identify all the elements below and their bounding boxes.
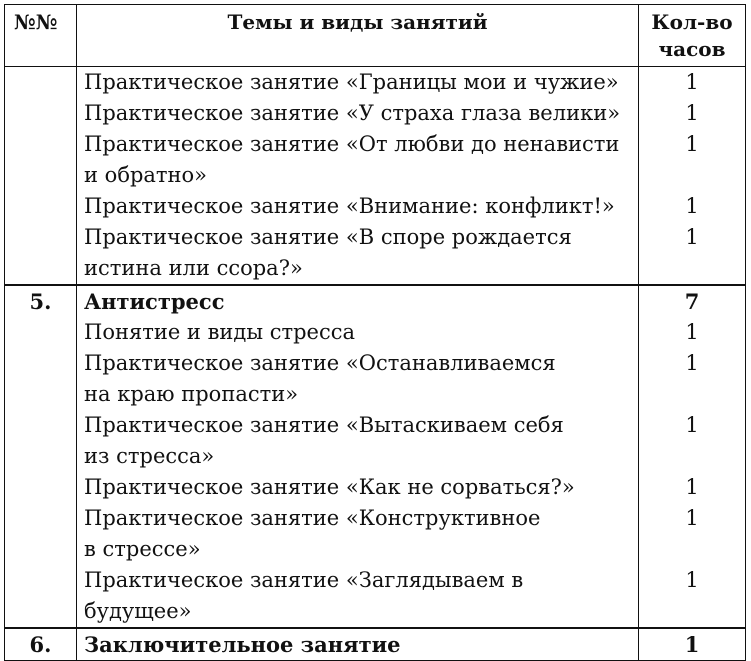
row-number	[5, 98, 77, 129]
topic-line: Практическое занятие «От любви до ненависти	[84, 132, 620, 156]
topic-line: и обратно»	[84, 163, 208, 187]
row-topic	[77, 129, 639, 191]
row-topic	[77, 67, 639, 99]
row-topic	[77, 348, 639, 410]
topic-line: из стресса»	[84, 444, 215, 468]
row-topic	[77, 191, 639, 222]
table-row	[5, 67, 746, 99]
row-number	[5, 472, 77, 503]
topic-line: истина или ссора?»	[84, 256, 303, 280]
topic-line: Практическое занятие «Границы мои и чужие»	[84, 70, 619, 94]
curriculum-table	[4, 4, 746, 661]
topic-line: Практическое занятие «Как не сорваться?»	[84, 475, 575, 499]
topic-line: Практическое занятие «Заглядываем в будущее»	[84, 568, 524, 623]
section-row-final	[5, 628, 746, 661]
row-number	[5, 410, 77, 472]
table-row	[5, 98, 746, 129]
topic-line: Практическое занятие «У страха глаза велики»	[84, 101, 621, 125]
row-number	[5, 222, 77, 285]
row-number	[5, 503, 77, 565]
header-hours	[639, 5, 746, 67]
topic-line: Понятие и виды стресса	[84, 320, 356, 344]
section-hours: 1	[639, 628, 746, 661]
table-row	[5, 503, 746, 565]
row-topic	[77, 222, 639, 285]
row-topic	[77, 565, 639, 628]
row-number	[5, 191, 77, 222]
table-row	[5, 191, 746, 222]
table-row	[5, 222, 746, 285]
row-topic	[77, 503, 639, 565]
table-row	[5, 129, 746, 191]
row-hours: 1	[639, 222, 746, 285]
topic-line: Практическое занятие «Конструктивное	[84, 506, 541, 530]
table-header-row	[5, 5, 746, 67]
topic-line: Практическое занятие «В споре рождается	[84, 225, 572, 249]
section-number: 5.	[5, 285, 77, 317]
row-topic	[77, 317, 639, 348]
header-topic: Темы и виды занятий	[77, 5, 639, 67]
row-topic	[77, 98, 639, 129]
row-hours: 1	[639, 503, 746, 565]
row-number	[5, 348, 77, 410]
row-hours: 1	[639, 348, 746, 410]
row-hours: 1	[639, 565, 746, 628]
row-number	[5, 67, 77, 99]
topic-line: Заключительное занятие	[84, 632, 401, 657]
topic-line: Антистресс	[84, 289, 225, 314]
section-number: 6.	[5, 628, 77, 661]
row-hours: 1	[639, 317, 746, 348]
table-row	[5, 565, 746, 628]
topic-line: Практическое занятие «Останавливаемся	[84, 351, 556, 375]
section-row-antistress	[5, 285, 746, 317]
topic-line: Практическое занятие «Вытаскиваем себя	[84, 413, 564, 437]
section-title	[77, 285, 639, 317]
table-row	[5, 410, 746, 472]
header-hours-line2: часов	[658, 37, 726, 61]
table-row	[5, 472, 746, 503]
row-number	[5, 565, 77, 628]
row-number	[5, 317, 77, 348]
document-page	[4, 4, 745, 661]
topic-line: на краю пропасти»	[84, 382, 299, 406]
section-title	[77, 628, 639, 661]
header-hours-line1: Кол-во	[651, 10, 733, 34]
row-number	[5, 129, 77, 191]
header-number: №№	[5, 5, 77, 67]
row-topic	[77, 472, 639, 503]
row-topic	[77, 410, 639, 472]
table-row	[5, 348, 746, 410]
topic-line: Практическое занятие «Внимание: конфликт!»	[84, 194, 615, 218]
topic-line: в стрессе»	[84, 537, 201, 561]
table-row	[5, 317, 746, 348]
row-hours: 1	[639, 129, 746, 191]
row-hours: 1	[639, 410, 746, 472]
row-hours: 1	[639, 67, 746, 99]
row-hours: 1	[639, 191, 746, 222]
row-hours: 1	[639, 472, 746, 503]
row-hours: 1	[639, 98, 746, 129]
section-hours: 7	[639, 285, 746, 317]
